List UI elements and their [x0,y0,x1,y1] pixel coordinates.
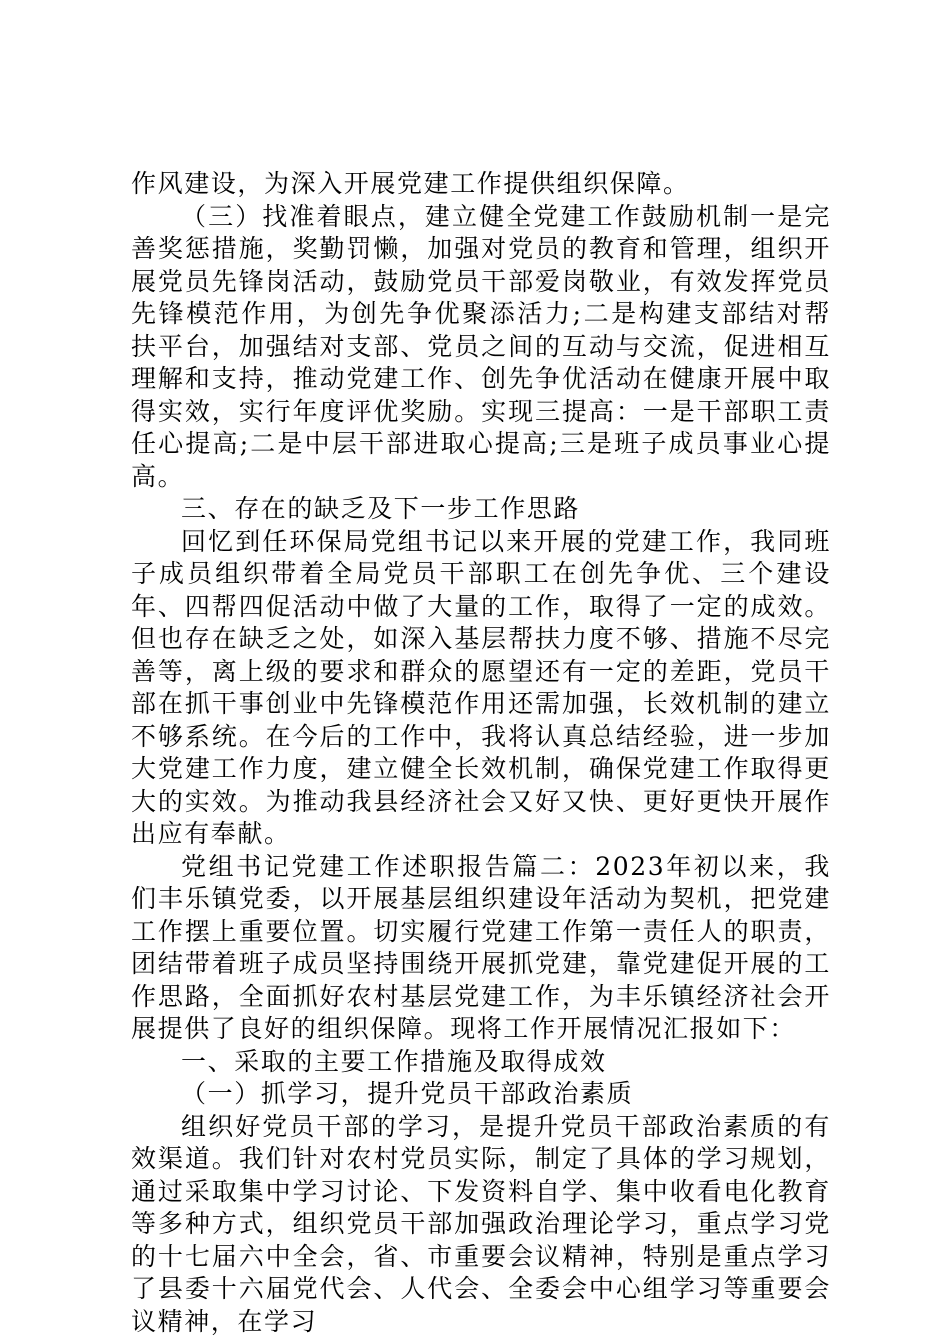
section-heading-measures: 一、采取的主要工作措施及取得成效 [181,1046,607,1076]
subheading-study: （一）抓学习，提升党员干部政治素质 [181,1079,634,1108]
paragraph-study: 组织好党员干部的学习，是提升党员干部政治素质的有效渠道。我们针对农村党员实际，制定了具体的学习规划，通过采取集中学习讨论、下发资料自学、集中收看电化教育等多种方式，组织党员干部加强政治理论学习，重点学习党的十七届六中全会，省、市重要会议精神，特别是重点学习了县委十六届党代会、人代会、全委会中心组学习等重要会议精神，在学习 [131,1111,831,1336]
paragraph-section-three-point: （三）找准着眼点，建立健全党建工作鼓励机制一是完善奖惩措施，奖勤罚懒，加强对党员的教育和管理，组织开展党员先锋岗活动，鼓励党员干部爱岗敬业，有效发挥党员先锋模范作用，为创先争优聚添活力;二是构建支部结对帮扶平台，加强结对支部、党员之间的互动与交流，促进相互理解和支持，推动党建工作、创先争优活动在健康开展中取得实效，实行年度评优奖励。实现三提高：一是干部职工责任心提高;二是中层干部进取心提高;三是班子成员事业心提高。 [131,201,831,491]
paragraph-continuation: 作风建设，为深入开展党建工作提供组织保障。 [131,169,690,198]
document-body [131,168,831,1338]
paragraph-review: 回忆到任环保局党组书记以来开展的党建工作，我同班子成员组织带着全局党员干部职工在创先争优、三个建设年、四帮四促活动中做了大量的工作，取得了一定的成效。但也存在缺乏之处，如深入基层帮扶力度不够、措施不尽完善等，离上级的要求和群众的愿望还有一定的差距，党员干部在抓干事创业中先锋模范作用还需加强，长效机制的建立不够系统。在今后的工作中，我将认真总结经验，进一步加大党建工作力度，建立健全长效机制，确保党建工作取得更大的实效。为推动我县经济社会又好又快、更好更快开展作出应有奉献。 [131,526,831,848]
section-heading-shortcomings: 三、存在的缺乏及下一步工作思路 [181,494,581,523]
paragraph-report-two-intro: 党组书记党建工作述职报告篇二：2023年初以来，我们丰乐镇党委，以开展基层组织建设年活动为契机，把党建工作摆上重要位置。切实履行党建工作第一责任人的职责，团结带着班子成员坚持围绕开展抓党建，靠党建促开展的工作思路，全面抓好农村基层党建工作，为丰乐镇经济社会开展提供了良好的组织保障。现将工作开展情况汇报如下： [131,851,831,1043]
